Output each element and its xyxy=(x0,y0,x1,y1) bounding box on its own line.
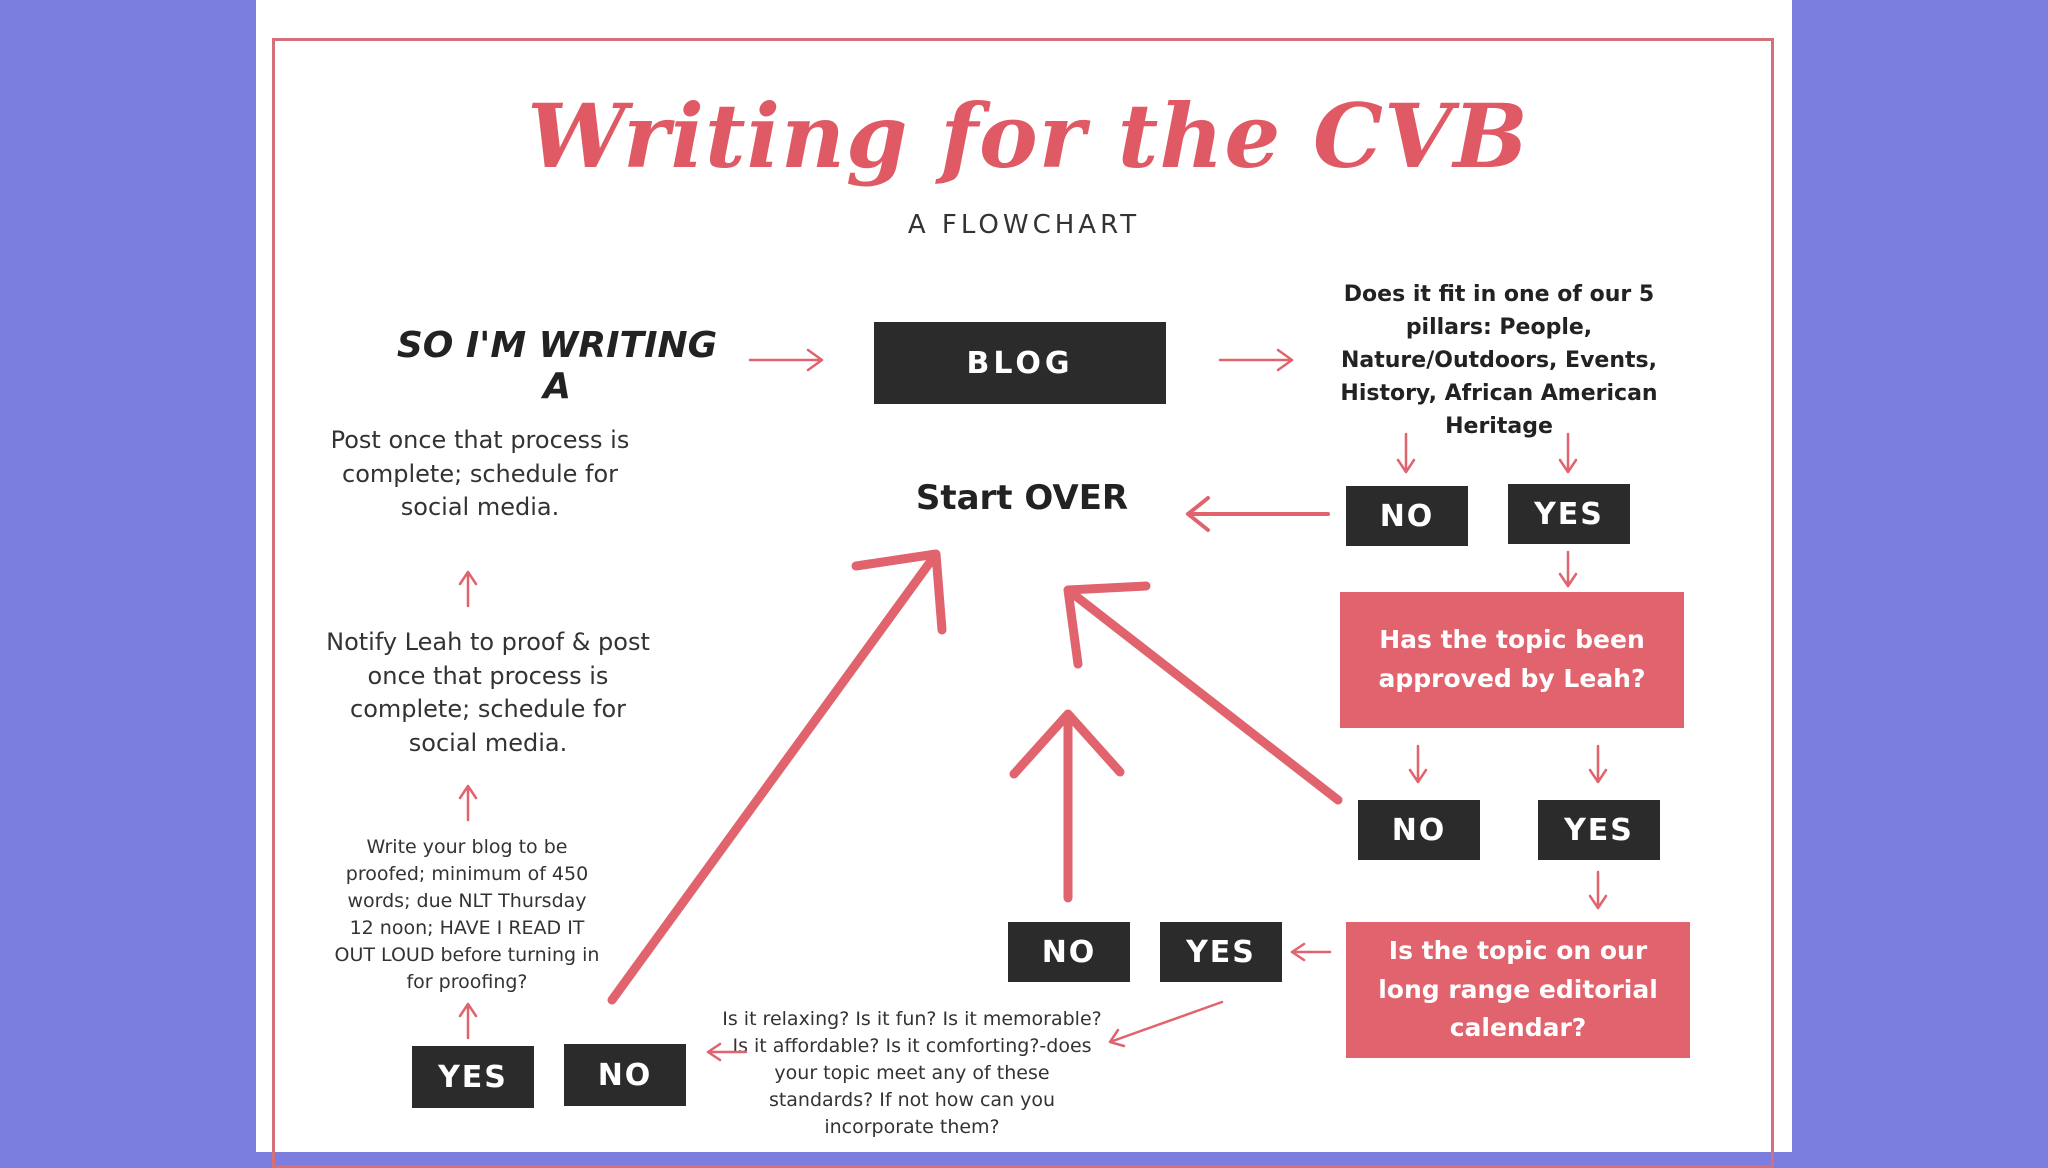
arrow-pillars-to-no xyxy=(1398,434,1414,472)
arrow-pillars-to-yes xyxy=(1560,434,1576,472)
blog-label: BLOG xyxy=(966,345,1074,381)
arrow-notify-to-post xyxy=(460,572,476,606)
lead-text: SO I'M WRITING A xyxy=(396,325,718,407)
arrow-yes-to-calendar xyxy=(1590,872,1606,908)
page-subtitle: A FLOWCHART xyxy=(907,210,1141,240)
arrow-lead-to-blog xyxy=(750,350,822,370)
approved-yes-label: YES xyxy=(1564,812,1634,848)
standards-no-label: NO xyxy=(597,1057,653,1093)
pillars-no-label: NO xyxy=(1379,498,1435,534)
arrow-yes-to-write xyxy=(460,1004,476,1038)
calendar-no-label: NO xyxy=(1041,934,1097,970)
arrow-no-to-start-over xyxy=(1188,498,1328,530)
pillars-question: Does it fit in one of our 5 pillars: People, Nature/Outdoors, Events, History, African American Heritage xyxy=(1340,282,1658,439)
standards-yes-label: YES xyxy=(438,1059,508,1095)
arrow-standards-no-to-start-over xyxy=(612,554,942,1000)
arrow-yes-to-standards xyxy=(1110,1002,1222,1046)
arrow-standards-to-no xyxy=(708,1044,746,1060)
arrow-approved-no-to-start-over xyxy=(1068,586,1338,800)
arrow-yes-to-approved xyxy=(1560,552,1576,586)
arrow-calendar-no-to-start-over xyxy=(1014,714,1120,898)
approved-question-text: Has the topic been approved by Leah? xyxy=(1378,625,1646,693)
arrow-approved-to-no xyxy=(1410,746,1426,782)
post-step-text: Post once that process is complete; schedule for social media. xyxy=(330,426,630,522)
arrow-calendar-to-yes xyxy=(1292,944,1330,960)
start-over-text: Start OVER xyxy=(915,478,1129,518)
arrow-approved-to-yes xyxy=(1590,746,1606,782)
page-title: Writing for the CVB xyxy=(527,84,1529,188)
approved-no-label: NO xyxy=(1391,812,1447,848)
arrow-blog-to-pillars xyxy=(1220,350,1292,370)
calendar-question-text: Is the topic on our long range editorial calendar? xyxy=(1378,935,1658,1043)
calendar-yes-label: YES xyxy=(1186,934,1256,970)
write-step-text: Write your blog to be proofed; minimum of 450 words; due NLT Thursday 12 noon; HAVE I READ IT OUT LOUD before turning in for proofing? xyxy=(334,836,600,993)
notify-step-text: Notify Leah to proof & post once that process is complete; schedule for social media. xyxy=(326,628,650,757)
pillars-yes-label: YES xyxy=(1534,496,1604,532)
arrow-write-to-notify xyxy=(460,786,476,820)
standards-question: Is it relaxing? Is it fun? Is it memorable? Is it affordable? Is it comforting?-does your topic meet any of these standards? If not how can you incorporate them? xyxy=(722,1008,1102,1138)
